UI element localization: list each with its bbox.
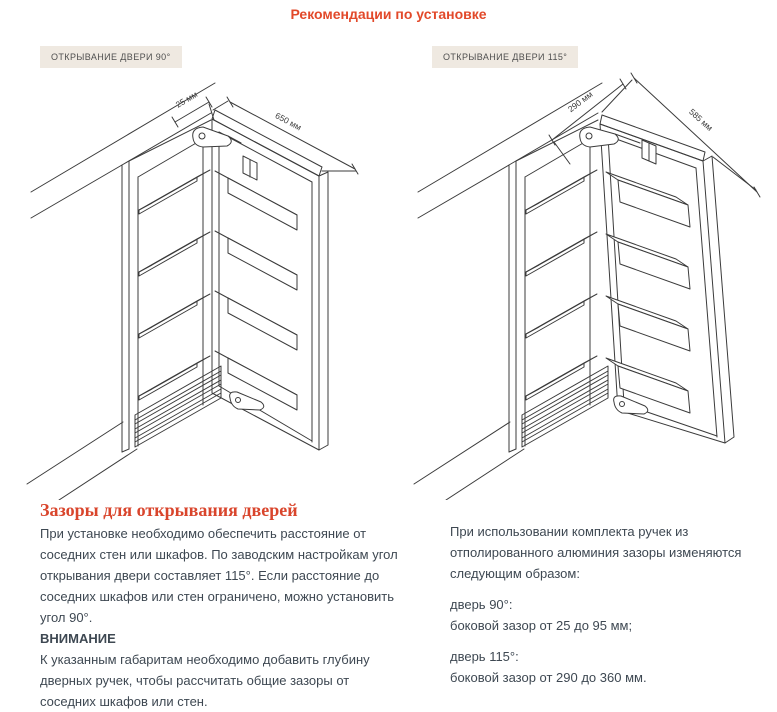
cabinet-shelves	[526, 170, 597, 400]
door-115-value: боковой зазор от 290 до 360 мм.	[450, 670, 647, 685]
door-bins	[606, 172, 690, 413]
clearance-paragraph: При установке необходимо обеспечить расстояние от соседних стен или шкафов. По заводским настройкам угол открывания двери составляет 115°. Если расстояние до соседних шкафов или стен ограничено, можно установить угол 90°.	[40, 526, 398, 625]
bottom-hinge-icon	[614, 396, 648, 414]
dimension-label-side-90: 25 мм	[173, 89, 200, 110]
door-open-90	[212, 110, 328, 450]
diagram-door-115-svg	[412, 60, 777, 500]
cabinet-outline	[509, 113, 598, 452]
diagram-door-115	[412, 60, 777, 500]
dimension-width-90	[213, 97, 358, 174]
cabinet-shelves	[139, 170, 210, 400]
handles-text-right-column	[450, 521, 750, 688]
door-bins	[215, 171, 297, 410]
clearance-text-left-column	[40, 523, 408, 712]
handles-paragraph: При использовании комплекта ручек из отполированного алюминия зазоры изменяются следующим образом:	[450, 524, 742, 581]
top-hinge-icon	[193, 127, 241, 147]
dimension-label-side-115: 290 мм	[565, 89, 595, 115]
warning-title: ВНИМАНИЕ	[40, 631, 116, 646]
door-90-label: дверь 90°:	[450, 597, 513, 612]
door-handle	[243, 156, 257, 180]
diagram-label-115: ОТКРЫВАНИЕ ДВЕРИ 115°	[432, 46, 578, 68]
bottom-hinge-icon	[230, 392, 264, 410]
section-heading: Зазоры для открывания дверей	[40, 500, 298, 520]
door-90-value: боковой зазор от 25 до 95 мм;	[450, 618, 633, 633]
dimension-width-115	[602, 73, 760, 197]
door-115-label: дверь 115°:	[450, 649, 519, 664]
warning-text: К указанным габаритам необходимо добавить глубину дверных ручек, чтобы рассчитать общие зазоры от соседних шкафов или стен.	[40, 652, 370, 709]
door-90-clearance-item	[450, 594, 750, 636]
cabinet-outline	[122, 113, 211, 452]
floor-lines	[414, 422, 524, 500]
dimension-label-width-90: 650 мм	[273, 110, 304, 133]
floor-lines	[27, 422, 137, 500]
dimension-label-width-115: 585 мм	[687, 106, 715, 133]
diagram-door-90	[25, 60, 395, 500]
diagram-label-90: ОТКРЫВАНИЕ ДВЕРИ 90°	[40, 46, 182, 68]
page-title: Рекомендации по установке	[290, 6, 487, 22]
door-115-clearance-item	[450, 646, 750, 688]
diagram-door-90-svg	[25, 60, 395, 500]
